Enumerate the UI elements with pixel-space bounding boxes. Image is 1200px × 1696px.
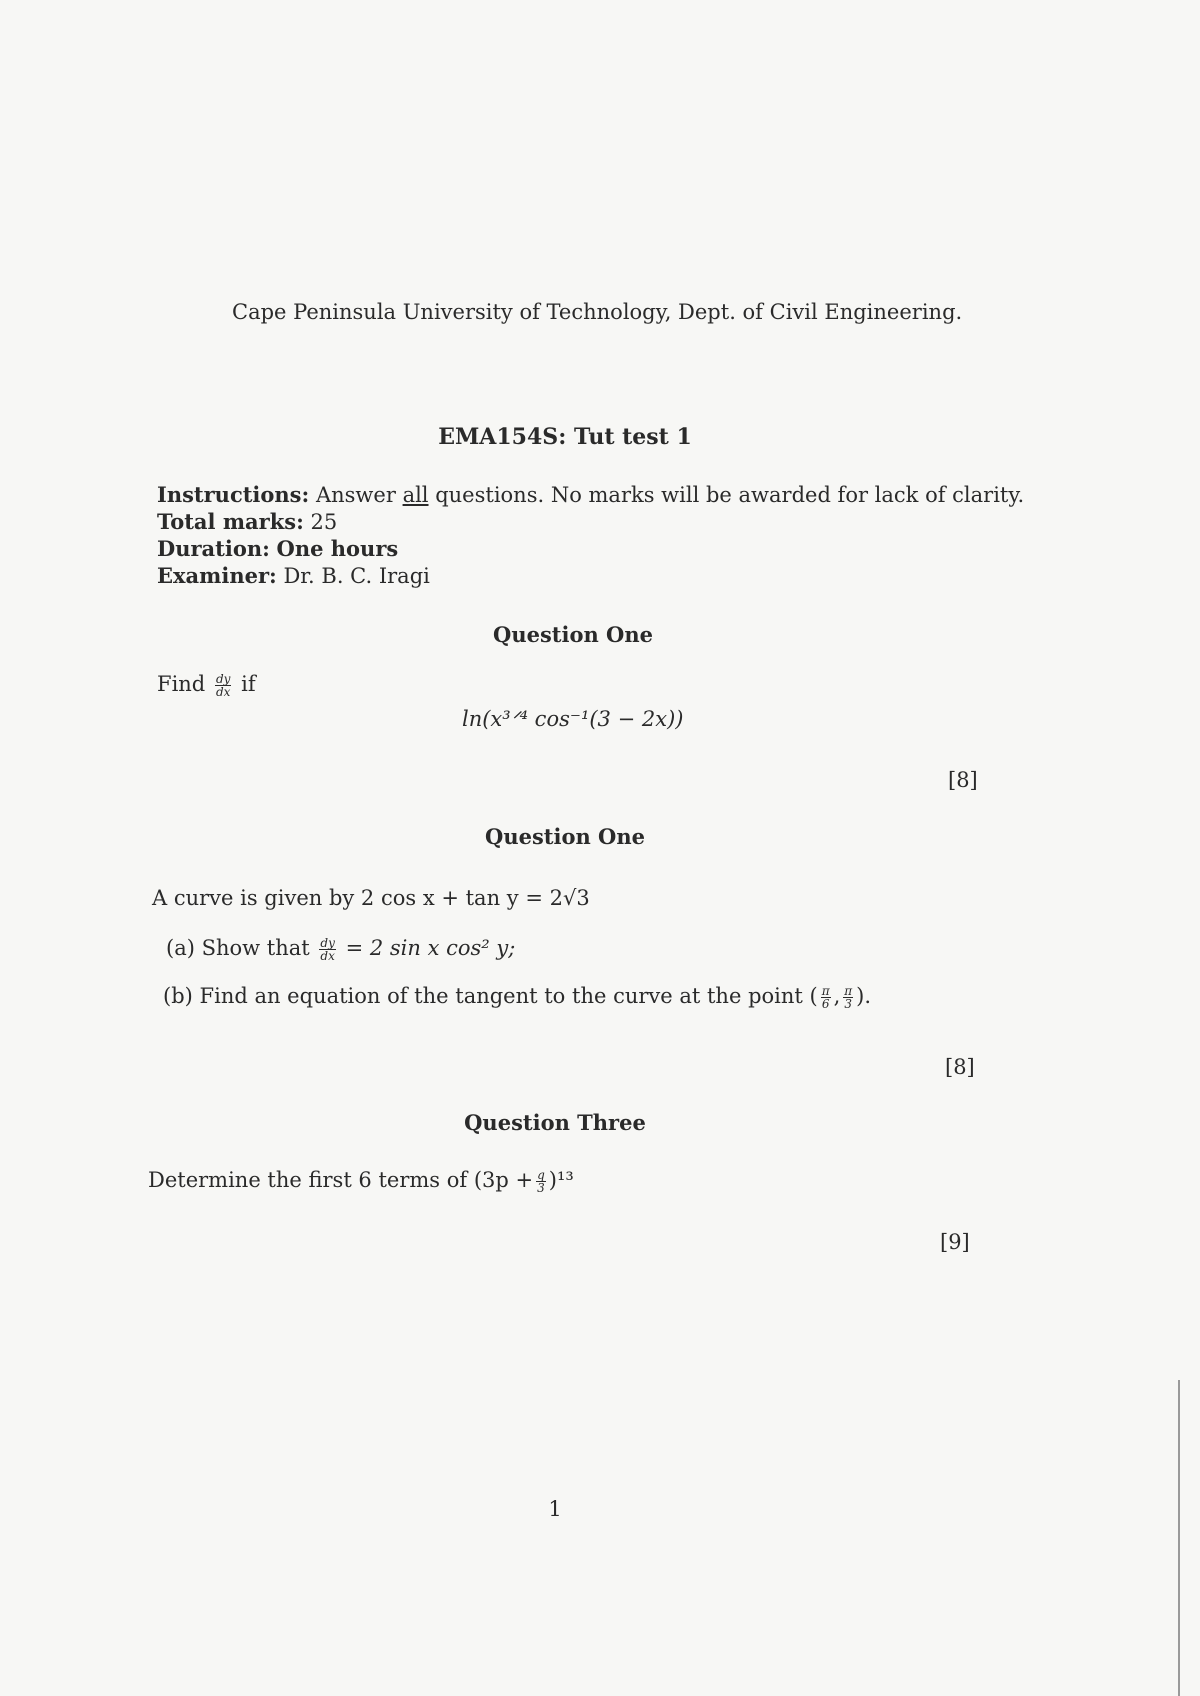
question-3-fraction — [536, 1169, 546, 1194]
question-1-heading: Question One — [493, 622, 653, 647]
page-number: 1 — [548, 1497, 562, 1521]
institution-line: Cape Peninsula University of Technology, Dept. of Civil Engineering. — [232, 300, 963, 324]
instructions-pre: Answer — [315, 483, 396, 507]
instructions-label: Instructions: — [157, 482, 310, 507]
question-3-frac-den: 3 — [537, 1181, 545, 1195]
test-title: EMA154S: Tut test 1 — [438, 424, 692, 450]
question-1-frac-num: dy — [215, 672, 231, 686]
examiner-line — [157, 563, 430, 588]
question-2-marks: [8] — [945, 1055, 975, 1079]
question-2-part-b-den2: 3 — [844, 997, 853, 1011]
scan-edge-line — [1178, 1380, 1180, 1696]
question-2-intro: A curve is given by 2 cos x + tan y = 2√3 — [152, 886, 590, 910]
question-2-part-b: (b) Find an equation of the tangent to the curve at the point ( $\frac{\pi}{6}$ , $\frac{\pi}{3}$ ). — [163, 984, 872, 1011]
question-3-intro-post: )¹³ — [548, 1168, 574, 1192]
question-3-marks: [9] — [940, 1230, 970, 1254]
examiner-value: Dr. B. C. Iragi — [283, 564, 430, 588]
question-2-part-b-fraction-1 — [821, 985, 831, 1010]
question-1-expression: ln(x³ᐟ⁴ cos⁻¹(3 − 2x)) — [462, 707, 684, 731]
question-3-intro-pre: Determine the first 6 terms of (3p + — [148, 1168, 534, 1192]
question-2-part-b-den1: 6 — [821, 997, 830, 1011]
question-2-part-b-label: (b) — [163, 984, 193, 1008]
question-2-heading: Question One — [485, 824, 645, 849]
question-1-intro-post: if — [241, 672, 256, 696]
question-1-intro — [157, 672, 256, 698]
question-2-part-b-num2: π — [844, 984, 853, 998]
question-2-part-b-fraction-2 — [843, 985, 853, 1010]
question-3-heading: Question Three — [464, 1110, 646, 1135]
question-2-part-a-label: (a) — [166, 936, 195, 960]
total-marks-line — [157, 509, 337, 534]
question-2-part-b-post: ). — [856, 984, 872, 1008]
question-2-part-a-pre: Show that — [201, 936, 310, 960]
question-2-part-a-num: dy — [320, 936, 335, 950]
question-1-frac-den: dx — [215, 685, 231, 699]
question-2-part-a-den: dx — [320, 949, 335, 963]
question-2-part-a-post: = 2 sin x cos² y; — [345, 936, 516, 960]
question-1-intro-text: Find — [157, 672, 206, 696]
question-1-derivative-fraction — [215, 673, 231, 698]
question-2-part-b-pre: Find an equation of the tangent to the curve at the point ( — [199, 984, 818, 1008]
question-1-marks: [8] — [948, 768, 978, 792]
question-2-part-b-num1: π — [821, 984, 830, 998]
duration-value: One hours — [276, 536, 399, 561]
duration-line — [157, 536, 398, 561]
duration-label: Duration: — [157, 536, 270, 561]
question-3-frac-num: q — [537, 1168, 545, 1182]
instructions-post: questions. No marks will be awarded for lack of clarity. — [435, 483, 1025, 507]
examiner-label: Examiner: — [157, 563, 277, 588]
total-marks-value: 25 — [310, 510, 338, 534]
question-2-part-a — [166, 936, 515, 962]
question-2-part-a-fraction — [319, 937, 335, 962]
question-3-intro — [148, 1168, 574, 1194]
instructions-line — [157, 482, 1024, 507]
instructions-underlined: all — [402, 483, 429, 507]
total-marks-label: Total marks: — [157, 509, 304, 534]
